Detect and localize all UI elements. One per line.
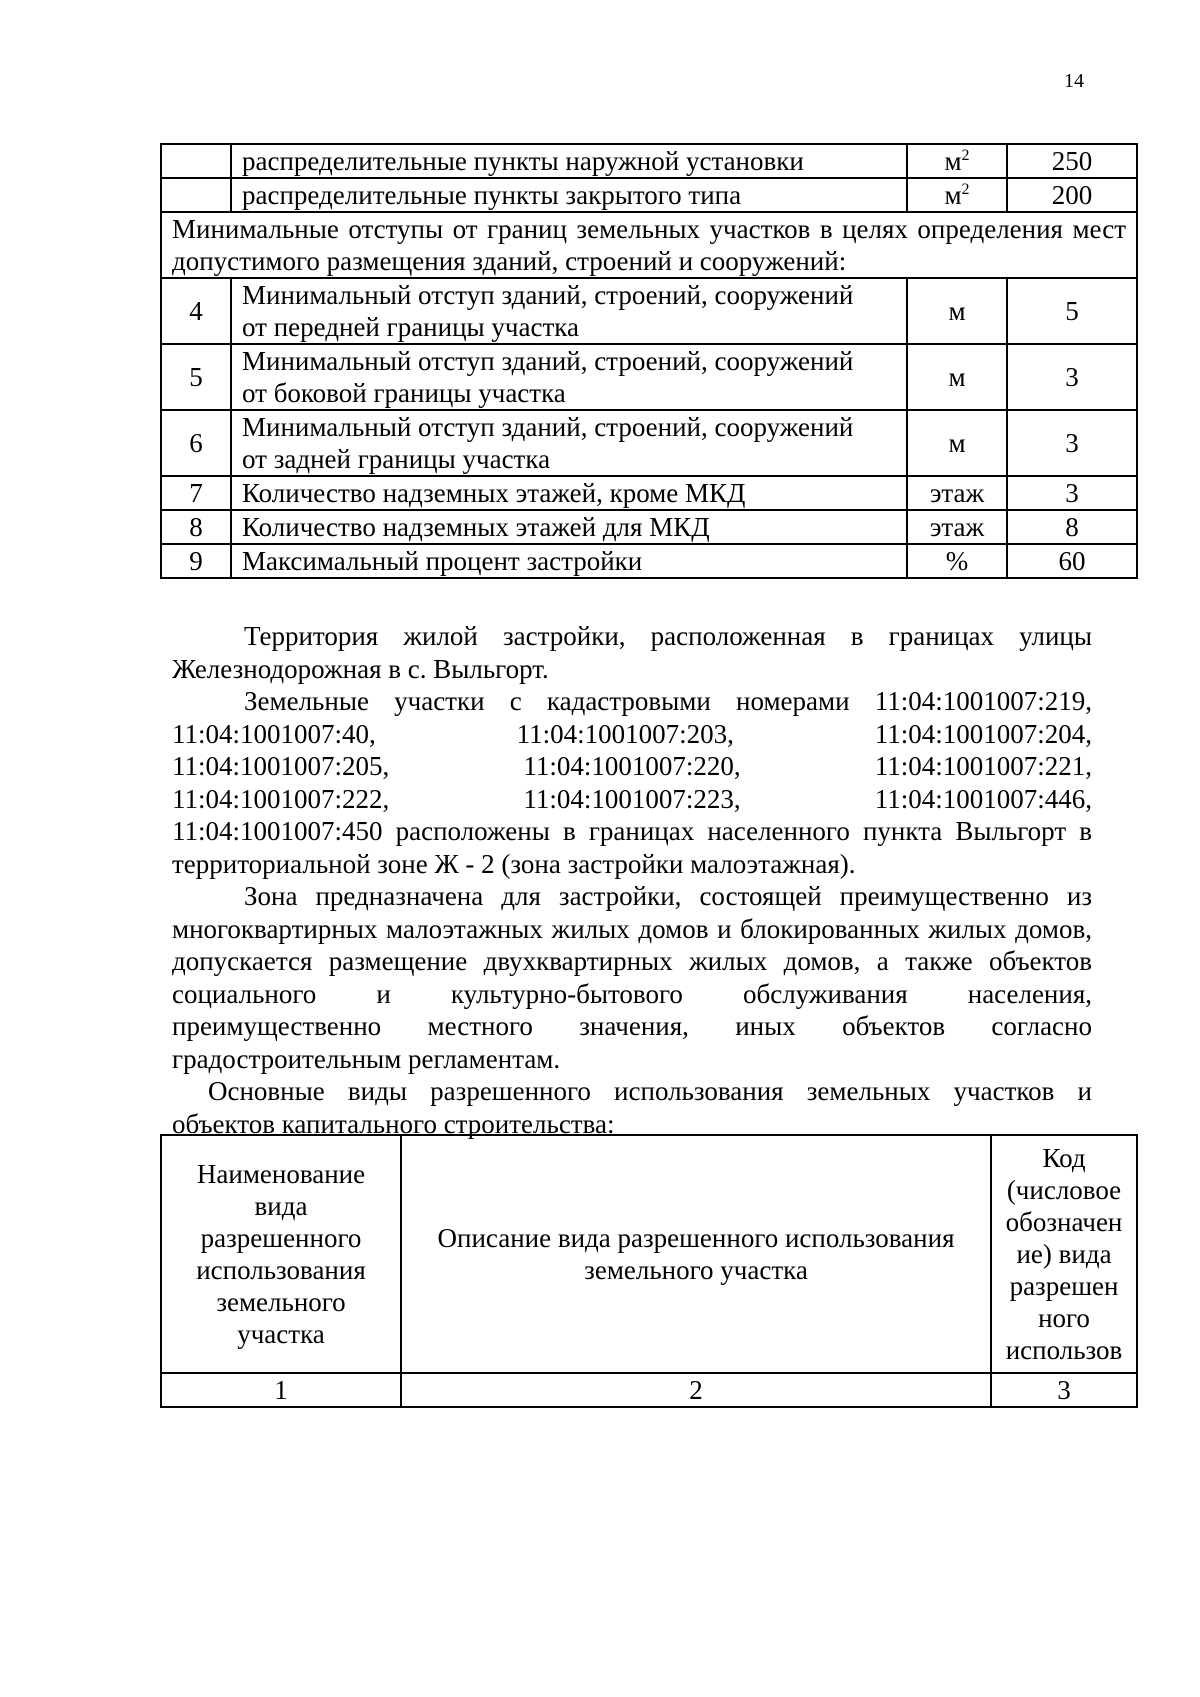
permitted-uses-table [160,1134,1138,1408]
row-value: 250 [1007,144,1137,178]
table-row [161,476,1137,510]
row-unit: $м^2$ [907,144,1007,178]
table-row [161,544,1137,578]
table-header-row [161,1135,1137,1373]
row-name: Максимальный процент застройки [231,544,907,578]
row-number: 7 [161,476,231,510]
row-unit: % [907,544,1007,578]
cadastral-line: 11:04:1001007:222, 11:04:1001007:223, 11:04:1001007:446, [172,783,1092,814]
row-number [161,178,231,212]
section-row [161,212,1137,278]
table-row [161,178,1137,212]
cadastral-line: 11:04:1001007:205, 11:04:1001007:220, 11:04:1001007:221, [172,751,1092,781]
row-value: 8 [1007,510,1137,544]
row-number: 8 [161,510,231,544]
table-row [161,510,1137,544]
row-unit: этаж [907,476,1007,510]
row-unit: м [907,278,1007,344]
row-number [161,144,231,178]
row-unit: этаж [907,510,1007,544]
row-value: 3 [1007,476,1137,510]
row-value: 3 [1007,344,1137,410]
paragraph-cadastral-start: Земельные участки с кадастровыми номерами 11:04:1001007:219, [244,686,1092,716]
row-number: 6 [161,410,231,476]
table-row [161,410,1137,476]
header-use-code: Код (числовое обозначен ие) вида разрешен ного использов [991,1135,1137,1373]
section-heading: Минимальные отступы от границ земельных участков в целях определения мест допустимого размещения зданий, строений и сооружений: [161,212,1137,278]
page-number: 14 [1064,70,1084,92]
cadastral-line: 11:04:1001007:40, 11:04:1001007:203, 11:04:1001007:204, [172,718,1092,749]
header-use-description: Описание вида разрешенного использования земельного участка [401,1135,991,1373]
row-value: 5 [1007,278,1137,344]
row-number: 4 [161,278,231,344]
body-text [172,620,1092,1140]
row-unit: м [907,344,1007,410]
column-number: 1 [161,1373,401,1407]
paragraph-territory: Территория жилой застройки, расположенная в границах улицы Железнодорожная в с. Выльгорт. [172,621,1092,684]
column-number: 2 [401,1373,991,1407]
table-row [161,278,1137,344]
row-unit: м [907,410,1007,476]
row-name: Количество надземных этажей, кроме МКД [231,476,907,510]
row-unit: $м^2$ [907,178,1007,212]
row-value: 200 [1007,178,1137,212]
parameters-table [160,143,1138,579]
paragraph-permitted-uses: Основные виды разрешенного использования земельных участков и объектов капитального строительства: [172,1076,1092,1139]
row-value: 3 [1007,410,1137,476]
paragraph-cadastral-end: 11:04:1001007:450 расположены в границах населенного пункта Выльгорт в территориальной зоне Ж - 2 (зона застройки малоэтажная). [172,816,1092,879]
row-name: Минимальный отступ зданий, строений, сооружений от передней границы участка [231,278,907,344]
row-name: распределительные пункты наружной установки [231,144,907,178]
column-number: 3 [991,1373,1137,1407]
row-name: Количество надземных этажей для МКД [231,510,907,544]
table-row [161,344,1137,410]
row-number: 9 [161,544,231,578]
header-use-name: Наименование вида разрешенного использования земельного участка [161,1135,401,1373]
row-name: Минимальный отступ зданий, строений, сооружений от задней границы участка [231,410,907,476]
table-column-numbers-row [161,1373,1137,1407]
paragraph-zone-purpose: Зона предназначена для застройки, состоящей преимущественно из многоквартирных малоэтажных жилых домов и блокированных жилых домов, допускается размещение двухквартирных жилых домов, а также объектов социального и культурно-бытового обслуживания населения, преимущественно местного значения, иных объектов согласно градостроительным регламентам. [172,881,1092,1074]
row-value: 60 [1007,544,1137,578]
table-row [161,144,1137,178]
row-name: распределительные пункты закрытого типа [231,178,907,212]
row-name: Минимальный отступ зданий, строений, сооружений от боковой границы участка [231,344,907,410]
row-number: 5 [161,344,231,410]
